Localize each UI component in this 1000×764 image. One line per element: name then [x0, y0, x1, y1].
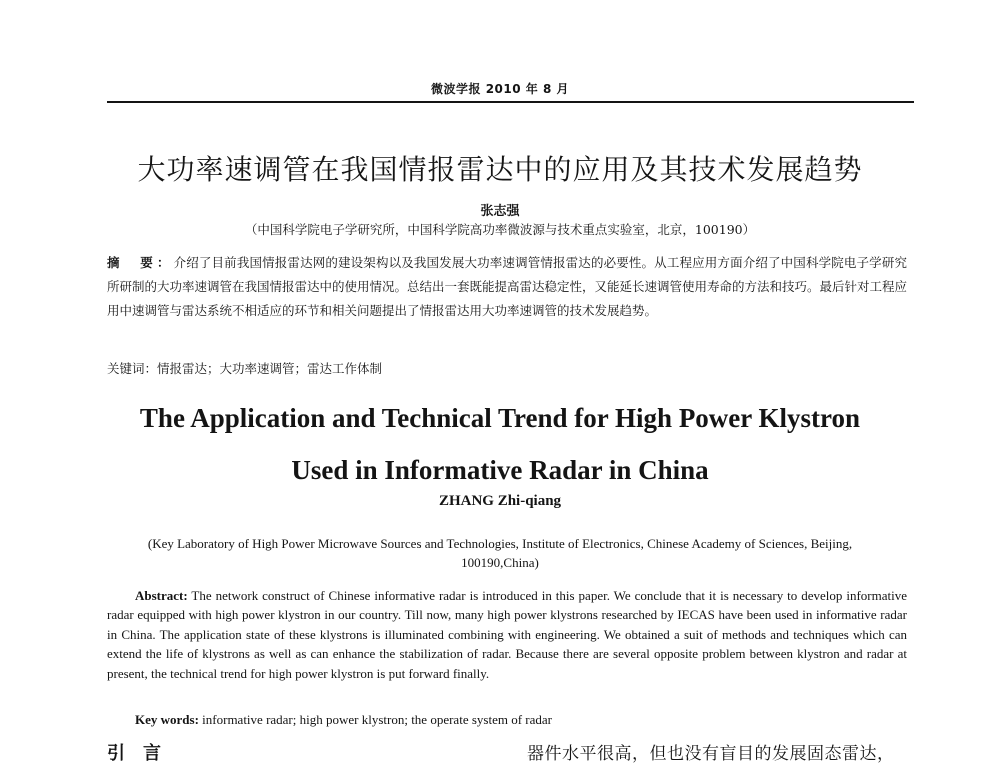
chinese-author: 张志强 [480, 204, 520, 219]
header-rule [107, 101, 914, 103]
body-text-fragment: 器件水平很高，但也没有盲目的发展固态雷达， [527, 744, 895, 764]
english-title-line-2: Used in Informative Radar in China [291, 455, 709, 485]
chinese-affiliation: （中国科学院电子学研究所，中国科学院高功率微波源与技术重点实验室，北京，100190） [244, 222, 756, 237]
english-title [0, 392, 1000, 496]
english-title-line-1: The Application and Technical Trend for High Power Klystron [139, 403, 861, 433]
english-abstract-label: Abstract: [135, 588, 188, 603]
english-keywords-label: Key words: [135, 712, 199, 727]
chinese-keywords-text: 情报雷达；大功率速调管；雷达工作体制 [157, 361, 383, 376]
chinese-abstract-text: 介绍了目前我国情报雷达网的建设架构以及我国发展大功率速调管情报雷达的必要性。从工程应用方面介绍了中国科学院电子学研究所研制的大功率速调管在我国情报雷达中的使用情况。总结出一套既能提高雷达稳定性，又能延长速调管使用寿命的方法和技巧。最后针对工程应用中速调管与雷达系统不相适应的环节和相关问题提出了情报雷达用大功率速调管的技术发展趋势。 [107, 255, 908, 318]
english-abstract [107, 586, 907, 683]
introduction-heading: 引言 [107, 743, 179, 764]
english-abstract-text: The network construct of Chinese informative radar is introduced in this paper. We conclude that it is necessary to develop informative radar equipped with high power klystron in our country. Till now, many high power klystrons researched by IECAS have been used in informative radar in China. The application state of these klystrons is illuminated combining with engineering. We obtained a suit of methods and techniques which can extend the life of klystrons as well as can enhance the stabilization of radar. Because there are several opposite problem between klystron and radar at present, the technical trend for high power klystron is put forward finally. [107, 588, 907, 681]
chinese-title: 大功率速调管在我国情报雷达中的应用及其技术发展趋势 [137, 153, 863, 186]
chinese-keywords-label: 关键词： [107, 361, 158, 376]
english-keywords [135, 712, 905, 728]
chinese-keywords [107, 359, 907, 377]
running-header: 微波学报 2010 年 8 月 [431, 82, 569, 96]
english-keywords-text: informative radar; high power klystron; the operate system of radar [198, 712, 552, 727]
english-affiliation: (Key Laboratory of High Power Microwave Sources and Technologies, Institute of Electronics, Chinese Academy of Sciences, Beijing, 100190,China) [147, 536, 853, 570]
chinese-abstract [107, 251, 907, 323]
chinese-abstract-label: 摘 要： [107, 255, 174, 270]
english-author: ZHANG Zhi-qiang [438, 493, 562, 509]
